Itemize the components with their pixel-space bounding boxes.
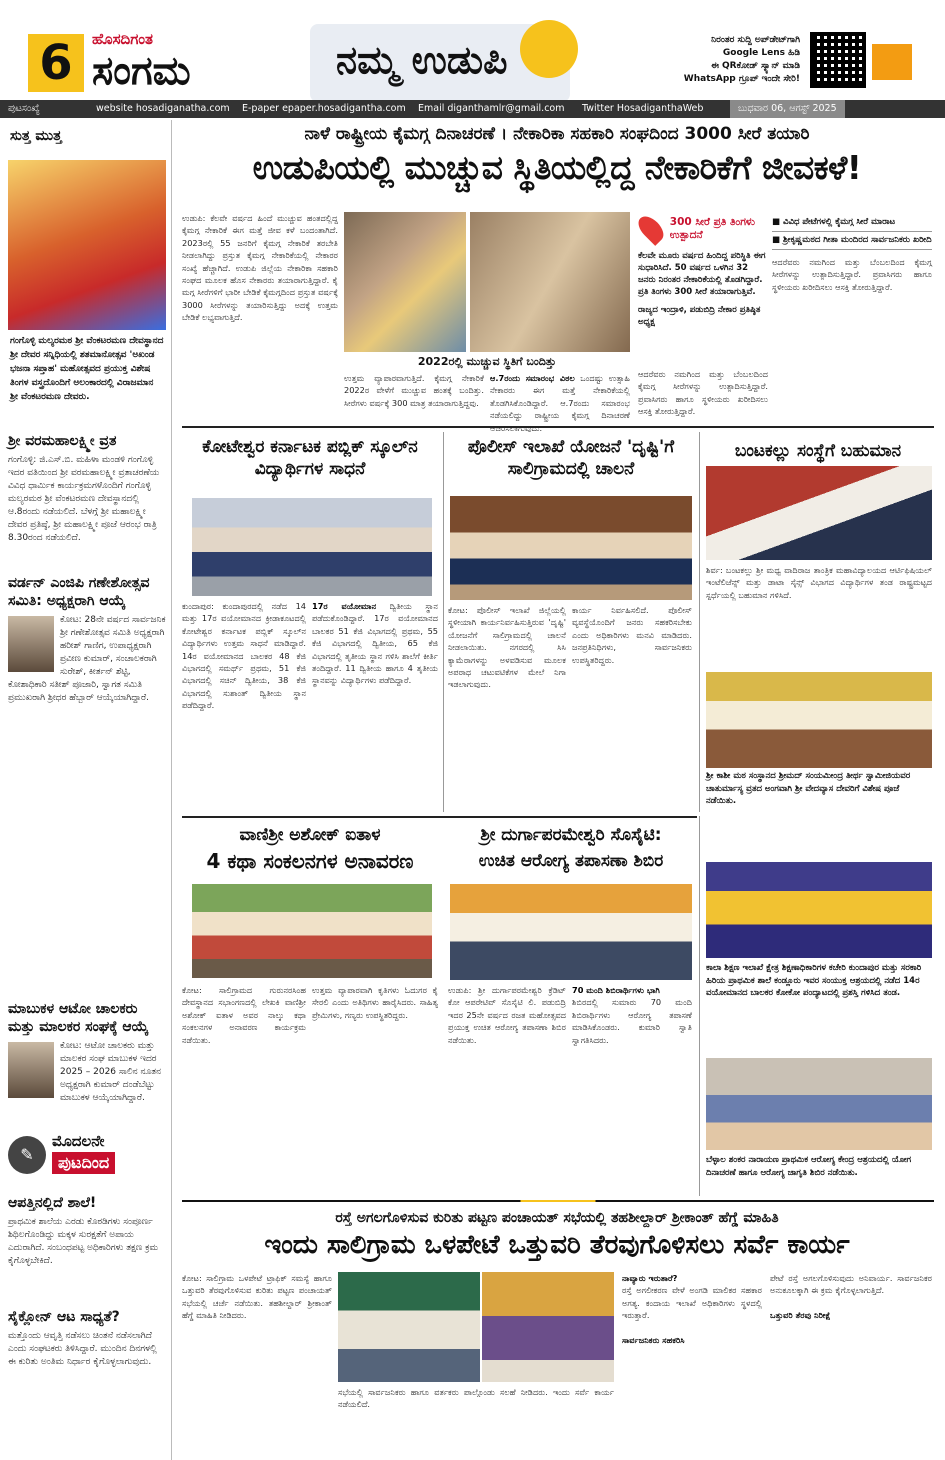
- brand-logo: ಸಂಗಮ: [92, 48, 191, 94]
- divider: [699, 816, 700, 1196]
- bottom-subhead: ಸಾರ್ವಜನಿಕರು ಸಹಕರಿಸಿ: [622, 1335, 685, 1346]
- portrait-photo: [8, 616, 54, 672]
- continued-from-front: [6, 1132, 166, 1188]
- rail-story-title: ಶ್ರೀ ವರಮಹಾಲಕ್ಷ್ಮೀ ವ್ರತ: [8, 433, 117, 449]
- email-link[interactable]: Email diganthamlr@gmail.com: [418, 103, 565, 114]
- divider: [182, 816, 697, 818]
- lead-headline: ಉಡುಪಿಯಲ್ಲಿ ಮುಚ್ಚುವ ಸ್ಥಿತಿಯಲ್ಲಿದ್ದ ನೇಕಾರಿಕೆಗೆ ಜೀವಕಳೆ!: [252, 148, 862, 187]
- side-bullet-text: ವಿವಿಧ ಪೇಟೆಗಳಲ್ಲಿ ಕೈಮಗ್ಗ ಸೀರೆ ಮಾರಾಟ: [783, 217, 896, 227]
- health-column-1: ಉಡುಪಿ: ಶ್ರೀ ದುರ್ಗಾಪರಮೇಶ್ವರಿ ಕ್ರೆಡಿಟ್ ಕೋ ಆಪರೇಟಿವ್ ಸೊಸೈಟಿ ಲಿ. ಪಡುಬಿದ್ರಿ ಇದರ 25ನೇ ವರ್ಷದ ರಜತ ಮಹೋತ್ಸವದ ಪ್ರಯುಕ್ತ ಉಚಿತ ಆರೋಗ್ಯ ತಪಾಸಣಾ ಶಿಬಿರ ನಡೆಯಿತು.: [448, 985, 566, 1045]
- issue-date: ಬುಧವಾರ 06, ಆಗಸ್ಟ್ 2025: [730, 100, 845, 118]
- books-column-1: ಕೋಟ: ಸಾಲಿಗ್ರಾಮದ ಗುರುನರಸಿಂಹ ದೇವಸ್ಥಾನದ ಸಭಾಂಗಣದಲ್ಲಿ ಲೇಖಕಿ ವಾಣಿಶ್ರೀ ಅಶೋಕ್ ಐತಾಳ ಅವರ ನಾಲ್ಕು ಕಥಾ ಸಂಕಲನಗಳ ಅನಾವರಣ ಕಾರ್ಯಕ್ರಮ ನಡೆಯಿತು.: [182, 985, 306, 1045]
- portrait-photo: [8, 1042, 54, 1098]
- school-column-2-text: ದ್ವಿತೀಯ ಸ್ಥಾನ ಪಡೆದುಕೊಂಡಿದ್ದಾರೆ. 17ರ ವಯೋಮಾನದ ಬಾಲಕರ 51 ಕೆಜಿ ವಿಭಾಗದಲ್ಲಿ ಪ್ರಥಮ, 55 ಕೆಜಿ ವಿಭಾಗದಲ್ಲಿ ದ್ವಿತೀಯ, 65 ಕೆಜಿ ವಿಭಾಗದಲ್ಲಿ ತೃತೀಯ ಸ್ಥಾನ ಗಳಿಸಿ ಶಾಲೆಗೆ ಕೀರ್ತಿ ತಂದಿದ್ದಾರೆ. 11 ದ್ವಿತೀಯ ಹಾಗೂ 4 ತೃತೀಯ ಸ್ಥಾನವನ್ನು ವಿದ್ಯಾರ್ಥಿಗಳು ಪಡೆದಿದ್ದಾರೆ.: [312, 601, 438, 686]
- left-rail: [0, 120, 172, 1460]
- stat-note: ರಾಜ್ಯದ ಇಂದ್ರಾಳಿ, ಪಡುಬಿದ್ರಿ ನೇಕಾರ ಪ್ರತಿಷ್ಠಿತ ಅಧ್ಯಕ್ಷ: [638, 305, 761, 327]
- bottom-column-4-text: ಪೇಟೆ ರಸ್ತೆ ಅಗಲಗೊಳಿಸುವುದು ಅನಿವಾರ್ಯ. ಸಾರ್ವಜನಿಕರ ಅನುಕೂಲಕ್ಕಾಗಿ ಈ ಕ್ರಮ ಕೈಗೊಳ್ಳಲಾಗುತ್ತಿದೆ.: [770, 1273, 932, 1296]
- divider: [182, 1200, 934, 1202]
- institute-photo: [706, 466, 932, 560]
- health-headline-2: ಉಚಿತ ಆರೋಗ್ಯ ತಪಾಸಣಾ ಶಿಬಿರ: [478, 851, 664, 871]
- pencil-icon: ✎: [8, 1136, 46, 1174]
- kho-kho-team-photo: [706, 862, 932, 958]
- side-bullet: ■ ಶ್ರೀಕೃಷ್ಣಮಠದ ಗೀತಾ ಮಂದಿರದ ಸಾರ್ವಜನಿಕರು ಖರೀದಿ: [772, 232, 932, 250]
- bottom-kicker: ರಸ್ತೆ ಅಗಲಗೊಳಿಸುವ ಕುರಿತು ಪಟ್ಟಣ ಪಂಚಾಯತ್ ಸಭೆಯಲ್ಲಿ ತಹಶೀಲ್ದಾರ್ ಶ್ರೀಕಾಂತ್ ಹೆಗ್ಡೆ ಮಾಹಿತಿ: [335, 1210, 779, 1226]
- rail-heading: ಸುತ್ತ ಮುತ್ತ: [10, 128, 62, 144]
- rail-story-cyclone: [8, 1308, 166, 1458]
- rail-story-ganesha: [8, 574, 166, 854]
- rail-story-title: ವರ್ಡನ್ ಎಂಜಿಪಿ ಗಣೇಶೋತ್ಸವ ಸಮಿತಿ: ಅಧ್ಯಕ್ಷರಾಗಿ ಆಯ್ಕೆ: [8, 575, 150, 609]
- bottom-column-2: ಸಭೆಯಲ್ಲಿ ಸಾರ್ವಜನಿಕರು ಹಾಗೂ ವರ್ತಕರು ಪಾಲ್ಗೊಂಡು ಸಲಹೆ ನೀಡಿದರು. ಇಂದು ಸರ್ವೆ ಕಾರ್ಯ ನಡೆಯಲಿದೆ.: [338, 1387, 614, 1410]
- bottom-column-3-text: ರಸ್ತೆ ಅಗಲೀಕರಣ ವೇಳೆ ಅಂಗಡಿ ಮಾಲಿಕರ ಸಹಕಾರ ಅಗತ್ಯ. ಕಂದಾಯ ಇಲಾಖೆ ಅಧಿಕಾರಿಗಳು ಸ್ಥಳದಲ್ಲಿ ಇರುತ್ತಾರೆ.: [622, 1285, 762, 1321]
- bottom-column-3: [622, 1272, 762, 1452]
- temple-caption: ಶ್ರೀ ಕಾಶೀ ಮಠ ಸಂಸ್ಥಾನದ ಶ್ರೀಮದ್ ಸಂಯಮೀಂದ್ರ ತೀರ್ಥ ಸ್ವಾಮೀಜಿಯವರ ಚಾತುರ್ಮಾಸ್ಯ ವ್ರತದ ಅಂಗವಾಗಿ ಶ್ರೀ ವೇದವ್ಯಾಸ ದೇವರಿಗೆ ವಿಶೇಷ ಪೂಜೆ ನಡೆಯಿತು.: [706, 771, 911, 806]
- rail-story-auto: [8, 1000, 166, 1128]
- award-headline: ಬಂಟಕಲ್ಲು ಸಂಸ್ಥೆಗೆ ಬಹುಮಾನ: [734, 441, 902, 461]
- deity-caption: ಗಂಗೊಳ್ಳಿ ಮಲ್ಯರಮಠ ಶ್ರೀ ವೆಂಕಟರಮಣ ದೇವಸ್ಥಾನದ ಶ್ರೀ ದೇವರ ಸನ್ನಿಧಿಯಲ್ಲಿ ಶತಮಾನೋತ್ಸವ 'ಅಖಂಡ ಭಜನಾ ಸಪ್ತಾಹ' ಮಹೋತ್ಸವದ ಪ್ರಯುಕ್ತ ವಿಶೇಷ ತಿಂಗಳ ವಸ್ತ್ರದೊಂದಿಗೆ ಅಲಂಕಾರದಲ್ಲಿ ವಿರಾಜಮಾನ ಶ್ರೀ ವೆಂಕಟರಮಣ ದೇವರು.: [10, 336, 164, 402]
- stat-title: 300 ಸೀರೆ ಪ್ರತಿ ತಿಂಗಳು ಉತ್ಪಾದನೆ: [669, 216, 755, 241]
- twitter-link[interactable]: Twitter HosadiganthaWeb: [582, 103, 704, 114]
- continued-label-accent: ಪುಟದಿಂದ: [52, 1152, 115, 1174]
- accent-block: [872, 44, 912, 80]
- rail-story-title: ಆಪತ್ತಿನಲ್ಲಿದೆ ಶಾಲೆ!: [8, 1195, 97, 1211]
- lead-subhead: ಆ.7ರಂದು ಸಮಾರಂಭ ವಿಠಲ: [490, 373, 575, 383]
- lead-column-1: ಉಡುಪಿ: ಕೆಲವೇ ವರ್ಷದ ಹಿಂದೆ ಮುಚ್ಚುವ ಹಂತದಲ್ಲಿದ್ದ ಕೈಮಗ್ಗ ನೇಕಾರಿಕೆ ಈಗ ಮತ್ತೆ ಜೀವ ಕಳೆ ಬಂದಂತಾಗಿದೆ. 2023ರಲ್ಲಿ 55 ಜನರಿಗೆ ಕೈಮಗ್ಗ ನೇಕಾರಿಕೆ ತರಬೇತಿ ನೀಡಲಾಗಿದ್ದು ಪ್ರಸ್ತುತ ಕೈಮಗ್ಗ ನೇಕಾರಿಕೆಯಲ್ಲಿ ನೇಕಾರರ ಸಂಖ್ಯೆ ಹೆಚ್ಚಾಗಿದೆ. ಉಡುಪಿ ಜಿಲ್ಲೆಯ ನೇಕಾರಿಕಾ ಸಹಕಾರಿ ಸಂಘದ ಮೂಲಕ ಹೊಸ ನೇಕಾರರು ತಯಾರಾಗುತ್ತಿದ್ದಾರೆ. ಕೈ ಮಗ್ಗ ಸೀರೆಗಳಿಗೆ ಭಾರೀ ಬೇಡಿಕೆ ಕೈಮಗ್ಗದಿಂದ ಪ್ರಸ್ತುತ ವರ್ಷಕ್ಕೆ 3000 ಸೀರೆಗಳನ್ನು ತಯಾರಿಸುತ್ತಿದ್ದು ಅದಕ್ಕೆ ಉತ್ತಮ ಬೇಡಿಕೆ ಲಭ್ಯವಾಗುತ್ತಿದೆ.: [182, 213, 338, 323]
- rail-story-title: ಮಾಬುಕಳ ಆಟೋ ಚಾಲಕರು ಮತ್ತು ಮಾಲಕರ ಸಂಘಕ್ಕೆ ಆಯ್ಕೆ: [8, 1001, 149, 1035]
- students-photo: [192, 498, 432, 596]
- lead-photo-caption: 2022ರಲ್ಲಿ ಮುಚ್ಚುವ ಸ್ಥಿತಿಗೆ ಬಂದಿತ್ತು: [417, 355, 557, 368]
- side-bullet-text: ಶ್ರೀಕೃಷ್ಣಮಠದ ಗೀತಾ ಮಂದಿರದ ಸಾರ್ವಜನಿಕರು ಖರೀದಿ: [783, 235, 932, 245]
- meeting-photo-2: [482, 1272, 614, 1382]
- health-column-2-text: ಶಿಬಿರದಲ್ಲಿ ಸುಮಾರು 70 ಮಂದಿ ಶಿಬಿರಾರ್ಥಿಗಳು ಆರೋಗ್ಯ ತಪಾಸಣೆ ಮಾಡಿಸಿಕೊಂಡರು. ಕುಮಾರಿ ಸ್ವಾತಿ ಸ್ವಾಗತಿಸಿದರು.: [572, 997, 692, 1045]
- book-release-photo: [192, 884, 432, 978]
- school-column-1: ಕುಂದಾಪುರ: ಕುಂದಾಪುರದಲ್ಲಿ ನಡೆದ 14 ಮತ್ತು 17ರ ವಯೋಮಾನದ ಕ್ರೀಡಾಕೂಟದಲ್ಲಿ ಕೋಟೇಶ್ವರ ಕರ್ನಾಟಕ ಪಬ್ಲಿಕ್ ಸ್ಕೂಲ್‌ನ ವಿದ್ಯಾರ್ಥಿಗಳು ಉತ್ತಮ ಸಾಧನೆ ಮಾಡಿದ್ದಾರೆ. 14ರ ವಯೋಮಾನದ ಬಾಲಕರ 48 ಕೆಜಿ ವಿಭಾಗದಲ್ಲಿ ಸಮರ್ಥ್ ಪ್ರಥಮ, 51 ಕೆಜಿ ವಿಭಾಗದಲ್ಲಿ ಸಚಿನ್ ದ್ವಿತೀಯ, 38 ಕೆಜಿ ವಿಭಾಗದಲ್ಲಿ ಸುಶಾಂತ್ ದ್ವಿತೀಯ ಸ್ಥಾನ ಪಡೆದಿದ್ದಾರೆ.: [182, 601, 306, 711]
- school-subhead: 17ರ ವಯೋಮಾನ: [312, 601, 377, 611]
- deity-photo: [8, 160, 166, 330]
- rail-story-body: ಕೋಟ: ಆಟೋ ಚಾಲಕರು ಮತ್ತು ಮಾಲಕರ ಸಂಘ ಮಾಬುಕಳ ಇದರ 2025 – 2026 ಸಾಲಿನ ನೂತನ ಅಧ್ಯಕ್ಷರಾಗಿ ಕುಮಾರ್ ದಂಡೆಬೆಟ್ಟು ಮಾಬುಕಳ ಆಯ್ಕೆಯಾಗಿದ್ದಾರೆ.: [60, 1041, 161, 1103]
- lead-kicker: ನಾಳೆ ರಾಷ್ಟ್ರೀಯ ಕೈಮಗ್ಗ ದಿನಾಚರಣೆ । ನೇಕಾರಿಕಾ ಸಹಕಾರಿ ಸಂಘದಿಂದ 3000 ಸೀರೆ ತಯಾರಿ: [304, 124, 810, 144]
- meeting-photo: [338, 1272, 480, 1382]
- rail-story-body: ಗಂಗೊಳ್ಳಿ: ಜಿ.ಎಸ್.ಬಿ. ಮಹಿಳಾ ಮಂಡಳಿ ಗಂಗೊಳ್ಳಿ ಇದರ ವತಿಯಿಂದ ಶ್ರೀ ವರಮಹಾಲಕ್ಷ್ಮೀ ವ್ರತಾಚರಣೆಯ ವಿವಿಧ ಧಾರ್ಮಿಕ ಕಾರ್ಯಕ್ರಮಗಳೊಂದಿಗೆ ಗಂಗೊಳ್ಳಿ ಮಲ್ಯರಮಠ ಶ್ರೀ ವೆಂಕಟರಮಣ ದೇವಸ್ಥಾನದಲ್ಲಿ ಆ.8ರಂದು ನಡೆಯಲಿದೆ. ಬೆಳಗ್ಗೆ ಶ್ರೀ ಮಹಾಲಕ್ಷ್ಮೀ ದೇವರ ಪ್ರತಿಷ್ಠೆ, ಶ್ರೀ ಮಹಾಲಕ್ಷ್ಮೀ ಪೂಜೆ ಆರಂಭ ರಾತ್ರಿ 8.30ರಂದ ನಡೆಯಲಿದೆ.: [8, 455, 160, 543]
- rail-story-body: ಕೋಟ: 28ನೇ ವರ್ಷದ ಸಾರ್ವಜನಿಕ ಶ್ರೀ ಗಣೇಶೋತ್ಸವ ಸಮಿತಿ ಅಧ್ಯಕ್ಷರಾಗಿ ಹರೀಶ್ ಗಾಣಿಗ, ಉಪಾಧ್ಯಕ್ಷರಾಗಿ ಪ್ರವೀಣ ಕುಮಾರ್, ಸಂಚಾಲಕರಾಗಿ ಸುರೇಶ್, ಕೀರ್ತನ್ ಶೆಟ್ಟಿ, ಕೋಶಾಧಿಕಾರಿ ಸತೀಶ್ ಪೂಜಾರಿ, ಸ್ವಾಗತ ಸಮಿತಿ ಪ್ರಮುಖರಾಗಿ ಶ್ರೀಧರ ಹೆಬ್ಬಾರ್ ಆಯ್ಕೆಯಾಗಿದ್ದಾರೆ.: [8, 615, 166, 703]
- rail-story-school: [8, 1194, 166, 1304]
- qr-code-icon[interactable]: [810, 32, 866, 88]
- section-code: ಪುಟಸಂಖ್ಯೆ: [8, 103, 40, 114]
- stat-body: ಕೆಲವೇ ಮೂರು ವರ್ಷದ ಹಿಂದಿದ್ದ ಪರಿಸ್ಥಿತಿ ಈಗ ಸುಧಾರಿಸಿದೆ. 50 ವರ್ಷದ ಒಳಗಿನ 32 ಜನರು ನಿರಂತರ ನೇಕಾರಿಕೆಯಲ್ಲಿ ತೊಡಗಿದ್ದಾರೆ. ಪ್ರತಿ ತಿಂಗಳು 300 ಸೀರೆ ತಯಾರಾಗುತ್ತಿವೆ.: [638, 251, 766, 297]
- page-number: 6: [28, 34, 84, 92]
- police-column-2: ಕಾರ್ಯ ನಿರ್ವಹಿಸಲಿದೆ. ಪೊಲೀಸ್ ವ್ಯವಸ್ಥೆಯೊಂದಿಗೆ ಜನರು ಸಹಕರಿಸಬೇಕು ಎಂದು ಅಧಿಕಾರಿಗಳು ಮನವಿ ಮಾಡಿದರು. ಜನಪ್ರತಿನಿಧಿಗಳು, ಸಾರ್ವಜನಿಕರು ಉಪಸ್ಥಿತರಿದ್ದರು.: [572, 605, 692, 665]
- stat-box: [638, 214, 768, 328]
- side-body: ಆದರೆವರು ನಮಗಿಂದ ಮತ್ತು ಬೆಂಬಲದಿಂದ ಕೈಮಗ್ಗ ಸೀರೆಗಳನ್ನು ಉತ್ಪಾದಿಸುತ್ತಿದ್ದಾರೆ. ಪ್ರವಾಸಿಗರು ಹಾಗೂ ಸ್ಥಳೀಯರು ಖರೀದಿಸಲು ಆಸಕ್ತಿ ತೋರುತ್ತಿದ್ದಾರೆ.: [772, 257, 932, 292]
- lead-column-3-text: ಒಂದಷ್ಟು ಉತ್ಸಾಹಿ ನೇಕಾರರು ಈಗ ಮತ್ತೆ ನೇಕಾರಿಕೆಯಲ್ಲಿ ತೊಡಗಿಸಿಕೊಂಡಿದ್ದಾರೆ. ಆ.7ರಂದು ಸಮಾರಂಭ ನಡೆಯಲಿದ್ದು ರಾಷ್ಟ್ರೀಯ ಕೈಮಗ್ಗ ದಿನಾಚರಣೆ: [490, 373, 630, 421]
- rail-story-body: ಪ್ರಾಥಮಿಕ ಶಾಲೆಯ ಎರಡು ಕೊಠಡಿಗಳು ಸಂಪೂರ್ಣ ಶಿಥಿಲಗೊಂಡಿದ್ದು ಮಕ್ಕಳ ಸುರಕ್ಷತೆಗೆ ಅಪಾಯ ಎದುರಾಗಿದೆ. ಸಂಬಂಧಪಟ್ಟ ಅಧಿಕಾರಿಗಳು ತಕ್ಷಣ ಕ್ರಮ ಕೈಗೊಳ್ಳಬೇಕಿದೆ.: [8, 1217, 159, 1266]
- temple-photo: [706, 672, 932, 768]
- health-subhead: 70 ಮಂದಿ ಶಿಬಿರಾರ್ಥಿಗಳು ಭಾಗಿ: [572, 985, 660, 995]
- qr-note-line: WhatsApp ಗ್ರೂಪ್ ಇಂದೇ ಸೇರಿ!: [683, 74, 800, 84]
- yoga-day-photo: [706, 1058, 932, 1150]
- school-column-2: [312, 600, 438, 806]
- info-bar: [0, 100, 945, 118]
- bottom-subhead: ಒತ್ತುವರಿ ತೆರವು ನಿರೀಕ್ಷೆ: [770, 1310, 831, 1321]
- books-headline-1: ವಾಣಿಶ್ರೀ ಅಶೋಕ್ ಐತಾಳ: [239, 825, 381, 845]
- qr-note-line: ಈ QRಕೋಡ್ ಸ್ಕ್ಯಾನ್ ಮಾಡಿ: [711, 61, 800, 71]
- police-headline: ಪೊಲೀಸ್ ಇಲಾಖೆ ಯೋಜನೆ 'ದೃಷ್ಟಿ'ಗೆ ಸಾಲಿಗ್ರಾಮದಲ್ಲಿ ಚಾಲನೆ: [467, 437, 675, 479]
- bottom-column-1: ಕೋಟ: ಸಾಲಿಗ್ರಾಮ ಒಳಪೇಟೆ ಟ್ರಾಫಿಕ್ ಸಮಸ್ಯೆ ಹಾಗೂ ಒತ್ತುವರಿ ತೆರವುಗೊಳಿಸುವ ಕುರಿತು ಪಟ್ಟಣ ಪಂಚಾಯತ್ ಸಭೆಯಲ್ಲಿ ಚರ್ಚೆ ನಡೆಯಿತು. ತಹಶೀಲ್ದಾರ್ ಶ್ರೀಕಾಂತ್ ಹೆಗ್ಡೆ ಮಾಹಿತಿ ನೀಡಿದರು.: [182, 1273, 332, 1321]
- health-camp-photo: [450, 884, 692, 980]
- brand-small: ಹೊಸದಿಗಂತ: [92, 30, 153, 48]
- edition-title: ನಮ್ಮ ಉಡುಪಿ: [336, 38, 508, 82]
- divider: [699, 432, 700, 812]
- health-column-2: [572, 984, 692, 1192]
- lead-column-3: [490, 372, 630, 420]
- continued-label: ಮೊದಲನೇ: [52, 1132, 105, 1150]
- bottom-headline: ಇಂದು ಸಾಲಿಗ್ರಾಮ ಒಳಪೇಟೆ ಒತ್ತುವರಿ ತೆರವುಗೊಳಿಸಲು ಸರ್ವೆ ಕಾರ್ಯ: [264, 1230, 850, 1260]
- side-bullets: [772, 214, 932, 250]
- police-column-1: ಕೋಟ: ಪೊಲೀಸ್ ಇಲಾಖೆ ಜಿಲ್ಲೆಯಲ್ಲಿ ಸ್ಥಳೀಯಾಗಿ ಕಾರ್ಯನಿರ್ವಹಿಸುತ್ತಿರುವ 'ದೃಷ್ಟಿ' ಯೋಜನೆಗೆ ಸಾಲಿಗ್ರಾಮದಲ್ಲಿ ಚಾಲನೆ ನೀಡಲಾಯಿತು. ನಗರದಲ್ಲಿ ಸಿಸಿ ಕ್ಯಾಮೆರಾಗಳನ್ನು ಅಳವಡಿಸುವ ಮೂಲಕ ಅಪರಾಧ ಚಟುವಟಿಕೆಗಳ ಮೇಲೆ ನಿಗಾ ಇಡಲಾಗುವುದು.: [448, 605, 566, 690]
- bottom-subhead: ನಾವ್ಯಾರು ಇರುತಾರೆ?: [622, 1273, 678, 1283]
- drop-icon: [634, 212, 668, 246]
- kho-kho-caption: ಕಾಲಾ ಶಿಕ್ಷಣ ಇಲಾಖೆ ಕ್ಷೇತ್ರ ಶಿಕ್ಷಣಾಧಿಕಾರಿಗಳ ಕಚೇರಿ ಕುಂದಾಪುರ ಮತ್ತು ಸರಕಾರಿ ಹಿರಿಯ ಪ್ರಾಥಮಿಕ ಶಾಲೆ ಕಂಡ್ಲೂರು ಇವರ ಸಂಯುಕ್ತ ಆಶ್ರಯದಲ್ಲಿ ನಡೆದ 14ರ ವಯೋಮಾನದ ಬಾಲಕರ ಕೋಕೋ ಪಂದ್ಯಾಟದಲ್ಲಿ ಪ್ರಶಸ್ತಿ ಗಳಿಸಿದ ತಂಡ.: [706, 963, 922, 998]
- bottom-column-4: [770, 1272, 932, 1452]
- divider: [443, 432, 444, 812]
- epaper-link[interactable]: E-paper epaper.hosadigantha.com: [242, 103, 406, 114]
- award-body: ಶಿರ್ವ: ಬಂಟಕಲ್ಲು ಶ್ರೀ ಮಧ್ವ ವಾದಿರಾಜ ತಾಂತ್ರಿಕ ಮಹಾವಿದ್ಯಾಲಯದ ಆರ್ಟಿಫಿಷಿಯಲ್ ಇಂಟೆಲಿಜೆನ್ಸ್ ಮತ್ತು ಡಾಟಾ ಸೈನ್ಸ್ ವಿಭಾಗದ ವಿದ್ಯಾರ್ಥಿಗಳ ತಂಡ ರಾಷ್ಟ್ರಮಟ್ಟದ ಸ್ಪರ್ಧೆಯಲ್ಲಿ ಬಹುಮಾನ ಗಳಿಸಿದೆ.: [706, 565, 932, 600]
- divider: [182, 426, 934, 428]
- rail-story-body: ಮತ್ತೊಂದು ಆವೃತ್ತಿ ನಡೆಸಲು ಚಿಂತನೆ ನಡೆಸಲಾಗಿದೆ ಎಂದು ಸಂಘಟಕರು ತಿಳಿಸಿದ್ದಾರೆ. ಮುಂದಿನ ದಿನಗಳಲ್ಲಿ ಈ ಕುರಿತು ಅಂತಿಮ ನಿರ್ಧಾರ ಕೈಗೊಳ್ಳಲಾಗುವುದು.: [8, 1331, 157, 1367]
- books-column-2: ಉತ್ತಮ ವ್ಯಾಪಾರವಾಗಿ ಕೃತಿಗಳು ಓದುಗರ ಕೈ ಸೇರಲಿ ಎಂದು ಅತಿಥಿಗಳು ಹಾರೈಸಿದರು. ಸಾಹಿತ್ಯ ಪ್ರೇಮಿಗಳು, ಗಣ್ಯರು ಉಪಸ್ಥಿತರಿದ್ದರು.: [312, 985, 438, 1020]
- school-headline: ಕೋಟೇಶ್ವರ ಕರ್ನಾಟಕ ಪಬ್ಲಿಕ್ ಸ್ಕೂಲ್‌ನ ವಿದ್ಯಾರ್ಥಿಗಳ ಸಾಧನೆ: [202, 437, 418, 479]
- loom-photo: [344, 212, 466, 352]
- masthead: [0, 0, 945, 118]
- lead-column-4: ಆದರೆವರು ನಮಗಿಂದ ಮತ್ತು ಬೆಂಬಲದಿಂದ ಕೈಮಗ್ಗ ಸೀರೆಗಳನ್ನು ಉತ್ಪಾದಿಸುತ್ತಿದ್ದಾರೆ. ಪ್ರವಾಸಿಗರು ಹಾಗೂ ಸ್ಥಳೀಯರು ಖರೀದಿಸಲು ಆಸಕ್ತಿ ತೋರುತ್ತಿದ್ದಾರೆ.: [638, 369, 768, 417]
- side-bullet: ■ ವಿವಿಧ ಪೇಟೆಗಳಲ್ಲಿ ಕೈಮಗ್ಗ ಸೀರೆ ಮಾರಾಟ: [772, 214, 932, 232]
- weaver-photo: [470, 212, 630, 352]
- police-event-photo: [450, 496, 692, 600]
- qr-note-line: ನಿರಂತರ ಸುದ್ದಿ ಅಪ್‌ಡೇಟ್‌ಗಾಗಿ: [711, 35, 800, 45]
- qr-note-line: Google Lens ಹಿಡಿ: [722, 48, 800, 58]
- books-headline-2: 4 ಕಥಾ ಸಂಕಲನಗಳ ಅನಾವರಣ: [206, 849, 414, 873]
- website-link[interactable]: website hosadiganatha.com: [96, 103, 230, 114]
- yoga-day-caption: ಬೆಳ್ಳಾಲ ಶಂಕರ ನಾರಾಯಣ ಪ್ರಾಥಮಿಕ ಆರೋಗ್ಯ ಕೇಂದ್ರ ಆಶ್ರಯದಲ್ಲಿ ಯೋಗ ದಿನಾಚರಣೆ ಹಾಗೂ ಆರೋಗ್ಯ ಜಾಗೃತಿ ಶಿಬಿರ ನಡೆಯಿತು.: [706, 1155, 912, 1178]
- qr-note: [640, 34, 800, 86]
- rail-story-title: ಸೈಕ್ಲೋನ್ ಆಟ ಸಾಧ್ಯತೆ?: [8, 1309, 120, 1325]
- edition-sun-shape: [520, 20, 578, 78]
- health-headline-1: ಶ್ರೀ ದುರ್ಗಾಪರಮೇಶ್ವರಿ ಸೊಸೈಟಿ:: [480, 825, 662, 845]
- lead-column-2: ಉತ್ತಮ ವ್ಯಾಪಾರವಾಗುತ್ತಿದೆ. ಕೈಮಗ್ಗ ನೇಕಾರಿಕೆ 2022ರ ವೇಳೆಗೆ ಮುಚ್ಚುವ ಹಂತಕ್ಕೆ ಬಂದಿತ್ತು. ಸೀರೆಗಳು ವರ್ಷಕ್ಕೆ 300 ಮಾತ್ರ ತಯಾರಾಗುತ್ತಿದ್ದವು.: [344, 373, 484, 408]
- rail-story-vrata: [8, 432, 166, 572]
